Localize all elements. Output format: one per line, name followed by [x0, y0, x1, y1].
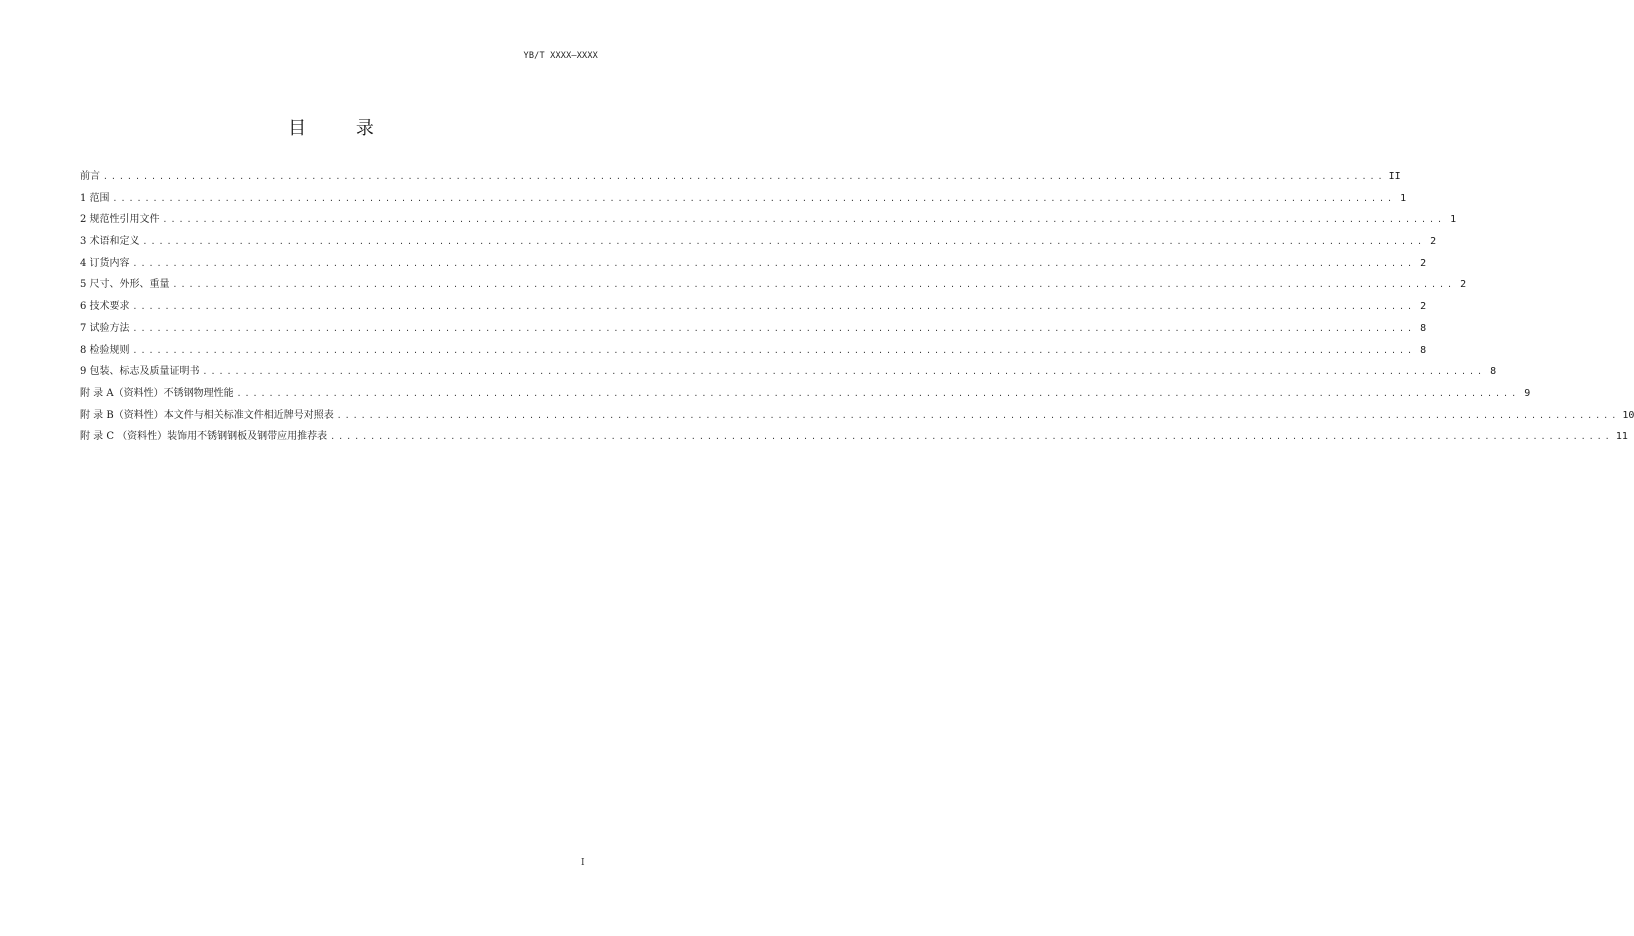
toc-entry-dimensions-shape-weight[interactable] — [80, 274, 1467, 296]
toc-entry-label: 7 试验方法 — [80, 322, 130, 334]
toc-entry-label: 附 录 C （资料性）装饰用不锈钢钢板及钢带应用推荐表 — [80, 431, 328, 443]
toc-entry-terms-definitions[interactable] — [80, 231, 1437, 253]
toc-dot-leader: ................................................................................................................................................................ — [330, 432, 1613, 442]
toc-entry-page: 2 — [1430, 236, 1437, 248]
toc-entry-label: 2 规范性引用文件 — [80, 214, 160, 226]
toc-dot-leader: ................................................................................................................................................................ — [172, 280, 1456, 290]
standard-code: YB/T XXXX—XXXX — [523, 51, 598, 61]
toc-dot-leader: ................................................................................................................................................................ — [202, 367, 1486, 377]
toc-dot-leader: ................................................................................................................................................................ — [132, 345, 1416, 355]
toc-entry-page: 10 — [1622, 409, 1634, 421]
toc-dot-leader: ................................................................................................................................................................ — [132, 302, 1416, 312]
toc-entry-label: 附 录 A（资料性）不锈钢物理性能 — [80, 387, 234, 399]
toc-dot-leader: ................................................................................................................................................................ — [336, 410, 1620, 420]
toc-dot-leader: ................................................................................................................................................................ — [142, 237, 1426, 247]
toc-entry-page: 1 — [1400, 192, 1407, 204]
toc-entry-page: II — [1388, 171, 1401, 182]
toc-dot-leader: ................................................................................................................................................................ — [112, 193, 1396, 203]
toc-entry-label: 前言 — [80, 171, 100, 182]
toc-entry-page: 9 — [1524, 387, 1531, 399]
toc-title: 目 录 — [288, 118, 396, 139]
toc-entry-label: 8 检验规则 — [80, 344, 130, 356]
toc-entry-page: 2 — [1420, 257, 1427, 269]
toc-entry-annex-a[interactable] — [80, 383, 1531, 405]
toc-entry-page: 1 — [1450, 214, 1457, 226]
toc-dot-leader: ................................................................................................................................................................ — [132, 323, 1416, 333]
toc-entry-label: 6 技术要求 — [80, 301, 130, 313]
toc-dot-leader: ................................................................................................................................................................ — [132, 258, 1416, 268]
toc-entry-foreword[interactable] — [80, 166, 1401, 188]
toc-list — [80, 166, 1634, 448]
toc-entry-packaging-marking[interactable] — [80, 361, 1497, 383]
toc-entry-label: 5 尺寸、外形、重量 — [80, 279, 170, 291]
toc-entry-annex-b[interactable] — [80, 405, 1634, 427]
toc-entry-order-content[interactable] — [80, 253, 1427, 275]
toc-dot-leader: ................................................................................................................................................................ — [103, 172, 1386, 181]
toc-entry-test-methods[interactable] — [80, 318, 1427, 340]
toc-entry-label: 9 包装、标志及质量证明书 — [80, 366, 200, 378]
toc-entry-page: 8 — [1490, 366, 1497, 378]
toc-entry-label: 4 订货内容 — [80, 257, 130, 269]
toc-dot-leader: ................................................................................................................................................................ — [236, 388, 1520, 398]
toc-dot-leader: ................................................................................................................................................................ — [162, 215, 1446, 225]
page-number: I — [581, 858, 585, 868]
toc-entry-normative-references[interactable] — [80, 209, 1457, 231]
toc-entry-page: 11 — [1615, 431, 1628, 443]
toc-entry-technical-requirements[interactable] — [80, 296, 1427, 318]
toc-entry-annex-c[interactable] — [80, 426, 1628, 448]
toc-entry-scope[interactable] — [80, 188, 1407, 210]
toc-entry-page: 2 — [1460, 279, 1467, 291]
toc-entry-label: 3 术语和定义 — [80, 236, 140, 248]
toc-entry-page: 8 — [1420, 322, 1427, 334]
toc-entry-label: 附 录 B（资料性）本文件与相关标准文件相近牌号对照表 — [80, 409, 334, 421]
toc-entry-label: 1 范围 — [80, 192, 110, 204]
toc-entry-page: 2 — [1420, 301, 1427, 313]
toc-entry-page: 8 — [1420, 344, 1427, 356]
toc-entry-inspection-rules[interactable] — [80, 340, 1427, 362]
